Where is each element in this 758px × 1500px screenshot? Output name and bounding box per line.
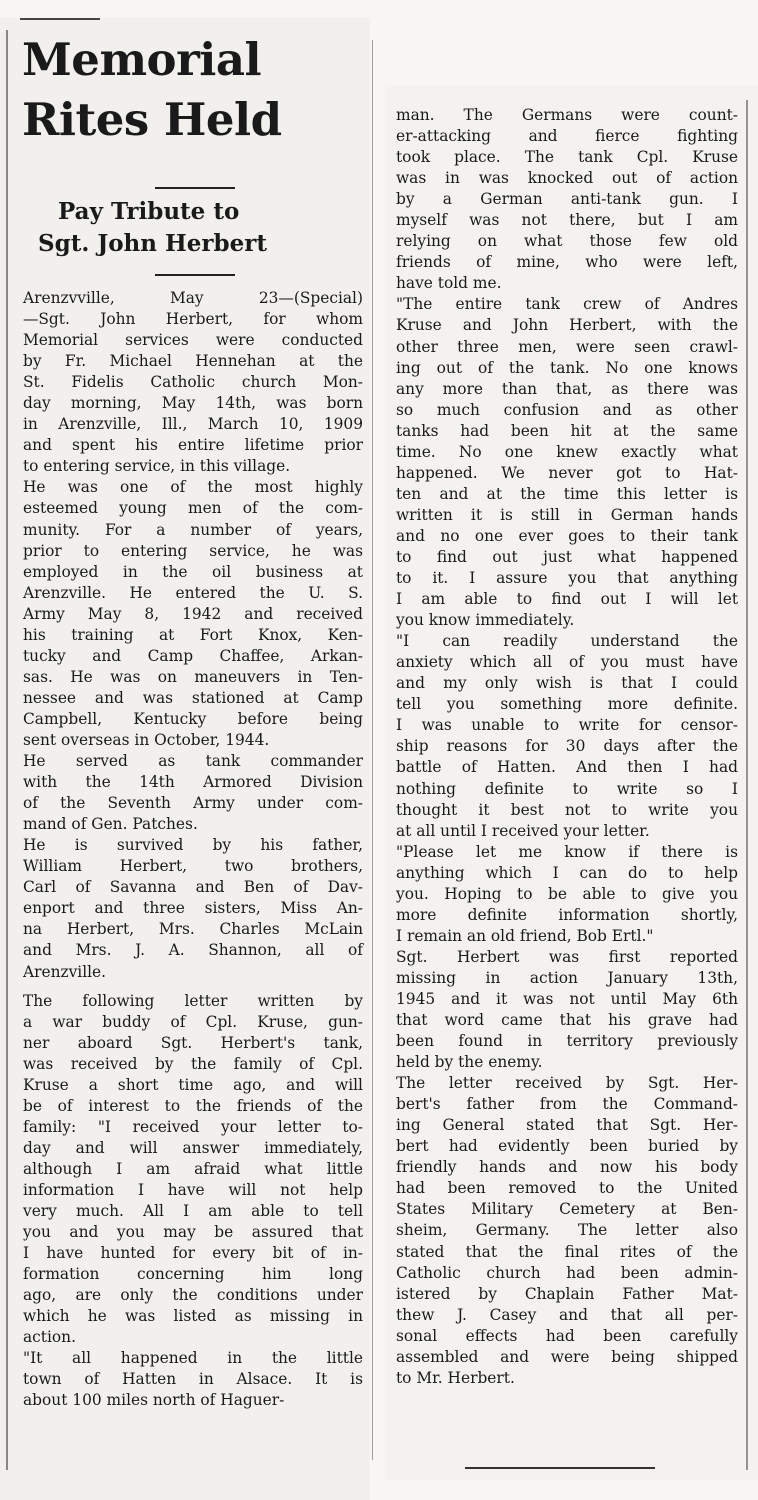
text-line: day and will answer immediately, [23,1138,363,1157]
text-line: 1945 and it was not until May 6th [396,989,738,1008]
text-line: He is survived by his father, [23,836,363,855]
text-line: family: "I received your letter to- [23,1117,363,1136]
text-line: and my only wish is that I could [396,674,738,693]
text-line: ing out of the tank. No one knows [396,358,738,377]
text-line: "I can readily understand the [396,632,738,651]
subheadline [38,196,358,260]
text-line: thew J. Casey and that all per- [396,1305,738,1324]
article-paragraph [23,751,363,835]
text-line: anything which I can do to help [396,863,738,882]
text-line: his training at Fort Knox, Ken- [23,625,363,644]
text-line: by a German anti-tank gun. I [396,190,738,209]
text-line: formation concerning him long [23,1265,363,1284]
text-line: Carl of Savanna and Ben of Dav- [23,878,363,897]
text-line: Memorial services were conducted [23,331,363,350]
text-line: munity. For a number of years, [23,520,363,539]
text-line: happened. We never got to Hat- [396,463,738,482]
paragraph-gap [23,983,363,991]
text-line: bert had evidently been buried by [396,1137,738,1156]
text-line: Kruse and John Herbert, with the [396,316,738,335]
text-line: na Herbert, Mrs. Charles McLain [23,920,363,939]
headline-line-2: Rites Held [22,93,282,146]
text-line: Arenzville. He entered the U. S. [23,583,363,602]
text-line: to find out just what happened [396,547,738,566]
clipping-edge-mark [20,18,100,20]
article-right-column [396,105,738,1389]
text-line: The letter received by Sgt. Her- [396,1074,738,1093]
text-line: tell you something more definite. [396,695,738,714]
text-line: town of Hatten in Alsace. It is [23,1370,363,1389]
subheadline-line-2: Sgt. John Herbert [38,230,267,257]
text-line: prior to entering service, he was [23,541,363,560]
text-line: Arenzville. [23,962,107,981]
text-line: nessee and was stationed at Camp [23,688,363,707]
article-end-rule [465,1467,655,1469]
text-line: and spent his entire lifetime prior [23,436,363,455]
text-line: held by the enemy. [396,1053,543,1072]
text-line: stated that the final rites of the [396,1242,738,1261]
text-line: St. Fidelis Catholic church Mon- [23,373,363,392]
text-line: by Fr. Michael Hennehan at the [23,352,363,371]
text-line: written it is still in German hands [396,505,738,524]
text-line: with the 14th Armored Division [23,773,363,792]
text-line: I have hunted for every bit of in- [23,1244,363,1263]
article-paragraph [396,105,738,294]
text-line: been found in territory previously [396,1032,738,1051]
text-line: in Arenzville, Ill., March 10, 1909 [23,415,363,434]
article-paragraph [23,1348,363,1411]
text-line: sas. He was on maneuvers in Ten- [23,667,363,686]
text-line: to Mr. Herbert. [396,1368,515,1387]
text-line: Catholic church had been admin- [396,1263,738,1282]
text-line: sent overseas in October, 1944. [23,730,270,749]
text-line: "Please let me know if there is [396,842,738,861]
text-line: tucky and Camp Chaffee, Arkan- [23,646,363,665]
text-line: sheim, Germany. The letter also [396,1221,738,1240]
article-paragraph [23,477,363,751]
text-line: I am able to find out I will let [396,590,738,609]
text-line: myself was not there, but I am [396,211,738,230]
text-line: day morning, May 14th, was born [23,394,363,413]
text-line: ten and at the time this letter is [396,484,738,503]
text-line: William Herbert, two brothers, [23,857,363,876]
text-line: man. The Germans were count- [396,106,738,124]
text-line: battle of Hatten. And then I had [396,758,738,777]
text-line: States Military Cemetery at Ben- [396,1200,738,1219]
article-paragraph [396,631,738,841]
text-line: and Mrs. J. A. Shannon, all of [23,941,363,960]
text-line: a war buddy of Cpl. Kruse, gun- [23,1012,363,1031]
text-line: "It all happened in the little [23,1349,363,1368]
text-line: Arenzvville, May 23—(Special) [23,289,363,307]
text-line: friendly hands and now his body [396,1158,738,1177]
text-line: so much confusion and as other [396,400,738,419]
text-line: of the Seventh Army under com- [23,794,363,813]
article-paragraph [396,947,738,1073]
text-line: sonal effects had been carefully [396,1326,738,1345]
text-line: about 100 miles north of Haguer- [23,1391,285,1410]
text-line: any more than that, as there was [396,379,738,398]
text-line: employed in the oil business at [23,562,363,581]
text-line: thought it best not to write you [396,800,738,819]
text-line: bert's father from the Command- [396,1095,738,1114]
headline-line-1: Memorial [22,33,262,86]
headline-divider [155,187,235,189]
text-line: Kruse a short time ago, and will [23,1075,363,1094]
text-line: Army May 8, 1942 and received [23,604,363,623]
text-line: Campbell, Kentucky before being [23,709,363,728]
text-line: assembled and were being shipped [396,1347,738,1366]
article-left-column [23,288,363,1411]
text-line: He served as tank commander [23,752,363,771]
article-paragraph [23,288,363,477]
text-line: missing in action January 13th, [396,968,738,987]
text-line: tanks had been hit at the same [396,421,738,440]
text-line: enport and three sisters, Miss An- [23,899,363,918]
text-line: mand of Gen. Patches. [23,815,198,834]
text-line: and no one ever goes to their tank [396,526,738,545]
text-line: ing General stated that Sgt. Her- [396,1116,738,1135]
text-line: time. No one knew exactly what [396,442,738,461]
subheadline-divider [155,274,235,276]
text-line: you. Hoping to be able to give you [396,884,738,903]
left-edge-rule [6,30,8,1470]
text-line: I was unable to write for censor- [396,716,738,735]
text-line: have told me. [396,274,502,293]
text-line: er-attacking and fierce fighting [396,127,738,146]
text-line: although I am afraid what little [23,1159,363,1178]
text-line: other three men, were seen crawl- [396,337,738,356]
text-line: was in was knocked out of action [396,169,738,188]
article-paragraph [396,1073,738,1389]
column-divider [372,40,373,1460]
text-line: information I have will not help [23,1180,363,1199]
text-line: took place. The tank Cpl. Kruse [396,148,738,167]
text-line: action. [23,1328,76,1347]
text-line: —Sgt. John Herbert, for whom [23,310,363,329]
subheadline-line-1: Pay Tribute to [58,198,240,225]
text-line: very much. All I am able to tell [23,1202,363,1221]
text-line: which he was listed as missing in [23,1307,363,1326]
text-line: that word came that his grave had [396,1011,738,1030]
text-line: you and you may be assured that [23,1223,363,1242]
text-line: Sgt. Herbert was first reported [396,947,738,966]
right-edge-rule [746,100,748,1470]
article-paragraph [23,991,363,1349]
text-line: He was one of the most highly [23,478,363,497]
text-line: "The entire tank crew of Andres [396,295,738,314]
headline [22,30,352,150]
text-line: more definite information shortly, [396,905,738,924]
text-line: be of interest to the friends of the [23,1096,363,1115]
text-line: ner aboard Sgt. Herbert's tank, [23,1033,363,1052]
text-line: was received by the family of Cpl. [23,1054,363,1073]
article-paragraph [396,842,738,947]
article-paragraph [396,294,738,631]
text-line: ago, are only the conditions under [23,1286,363,1305]
text-line: at all until I received your letter. [396,821,650,840]
text-line: ship reasons for 30 days after the [396,737,738,756]
text-line: anxiety which all of you must have [396,653,738,672]
text-line: nothing definite to write so I [396,779,738,798]
text-line: istered by Chaplain Father Mat- [396,1284,738,1303]
text-line: The following letter written by [23,991,363,1010]
text-line: had been removed to the United [396,1179,738,1198]
text-line: friends of mine, who were left, [396,253,738,272]
article-paragraph [23,835,363,982]
text-line: esteemed young men of the com- [23,499,363,518]
text-line: to entering service, in this village. [23,457,291,476]
text-line: you know immediately. [396,611,575,630]
text-line: I remain an old friend, Bob Ertl." [396,926,654,945]
text-line: relying on what those few old [396,232,738,251]
text-line: to it. I assure you that anything [396,569,738,588]
